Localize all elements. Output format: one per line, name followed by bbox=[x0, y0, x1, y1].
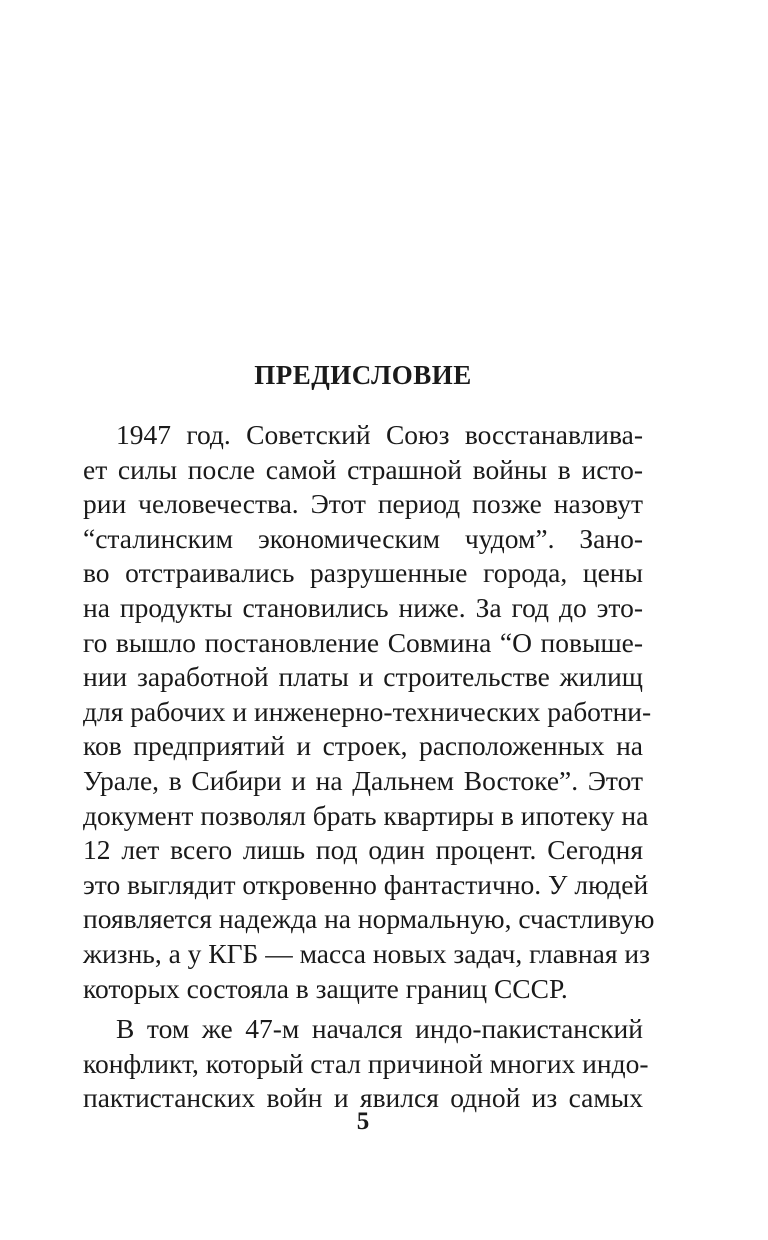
text-line: во отстраивались разрушенные города, цены bbox=[83, 557, 643, 589]
text-line: конфликт, который стал причиной многих индо- bbox=[83, 1047, 649, 1079]
text-line: появляется надежда на нормальную, счастливую bbox=[83, 903, 655, 935]
text-line: Урале, в Сибири и на Дальнем Востоке”. Этот bbox=[83, 764, 643, 796]
paragraph bbox=[83, 418, 655, 1006]
text-line: “сталинским экономическим чудом”. Зано- bbox=[83, 522, 643, 554]
text-line: ков предприятий и строек, расположенных на bbox=[83, 730, 643, 762]
text-line: нии заработной платы и строительстве жилищ bbox=[83, 661, 643, 693]
page-number: 5 bbox=[356, 1108, 370, 1135]
text-line: ет силы после самой страшной войны в исто- bbox=[83, 453, 643, 485]
text-line: для рабочих и инженерно-технических работни- bbox=[83, 695, 652, 727]
text-line: рии человечества. Этот период позже назовут bbox=[83, 488, 643, 520]
text-line: 1947 год. Советский Союз восстанавлива- bbox=[116, 419, 643, 450]
text-line: на продукты становились ниже. За год до это- bbox=[83, 591, 643, 623]
text-line: документ позволял брать квартиры в ипотеку на bbox=[83, 799, 649, 831]
text-line: 12 лет всего лишь под один процент. Сегодня bbox=[83, 834, 643, 866]
paragraph bbox=[83, 1012, 649, 1116]
chapter-heading: ПРЕДИСЛОВИЕ bbox=[254, 360, 472, 390]
text-line: которых состояла в защите границ СССР. bbox=[83, 972, 568, 1004]
text-line: В том же 47-м начался индо-пакистанский bbox=[116, 1013, 643, 1045]
body-text bbox=[83, 418, 655, 1116]
text-line: го вышло постановление Совмина “О повыше- bbox=[83, 626, 643, 658]
text-line: жизнь, а у КГБ — масса новых задач, главная из bbox=[83, 937, 650, 969]
text-line: пактистанских войн и явился одной из самых bbox=[83, 1082, 643, 1114]
text-line: это выглядит откровенно фантастично. У людей bbox=[83, 868, 649, 900]
